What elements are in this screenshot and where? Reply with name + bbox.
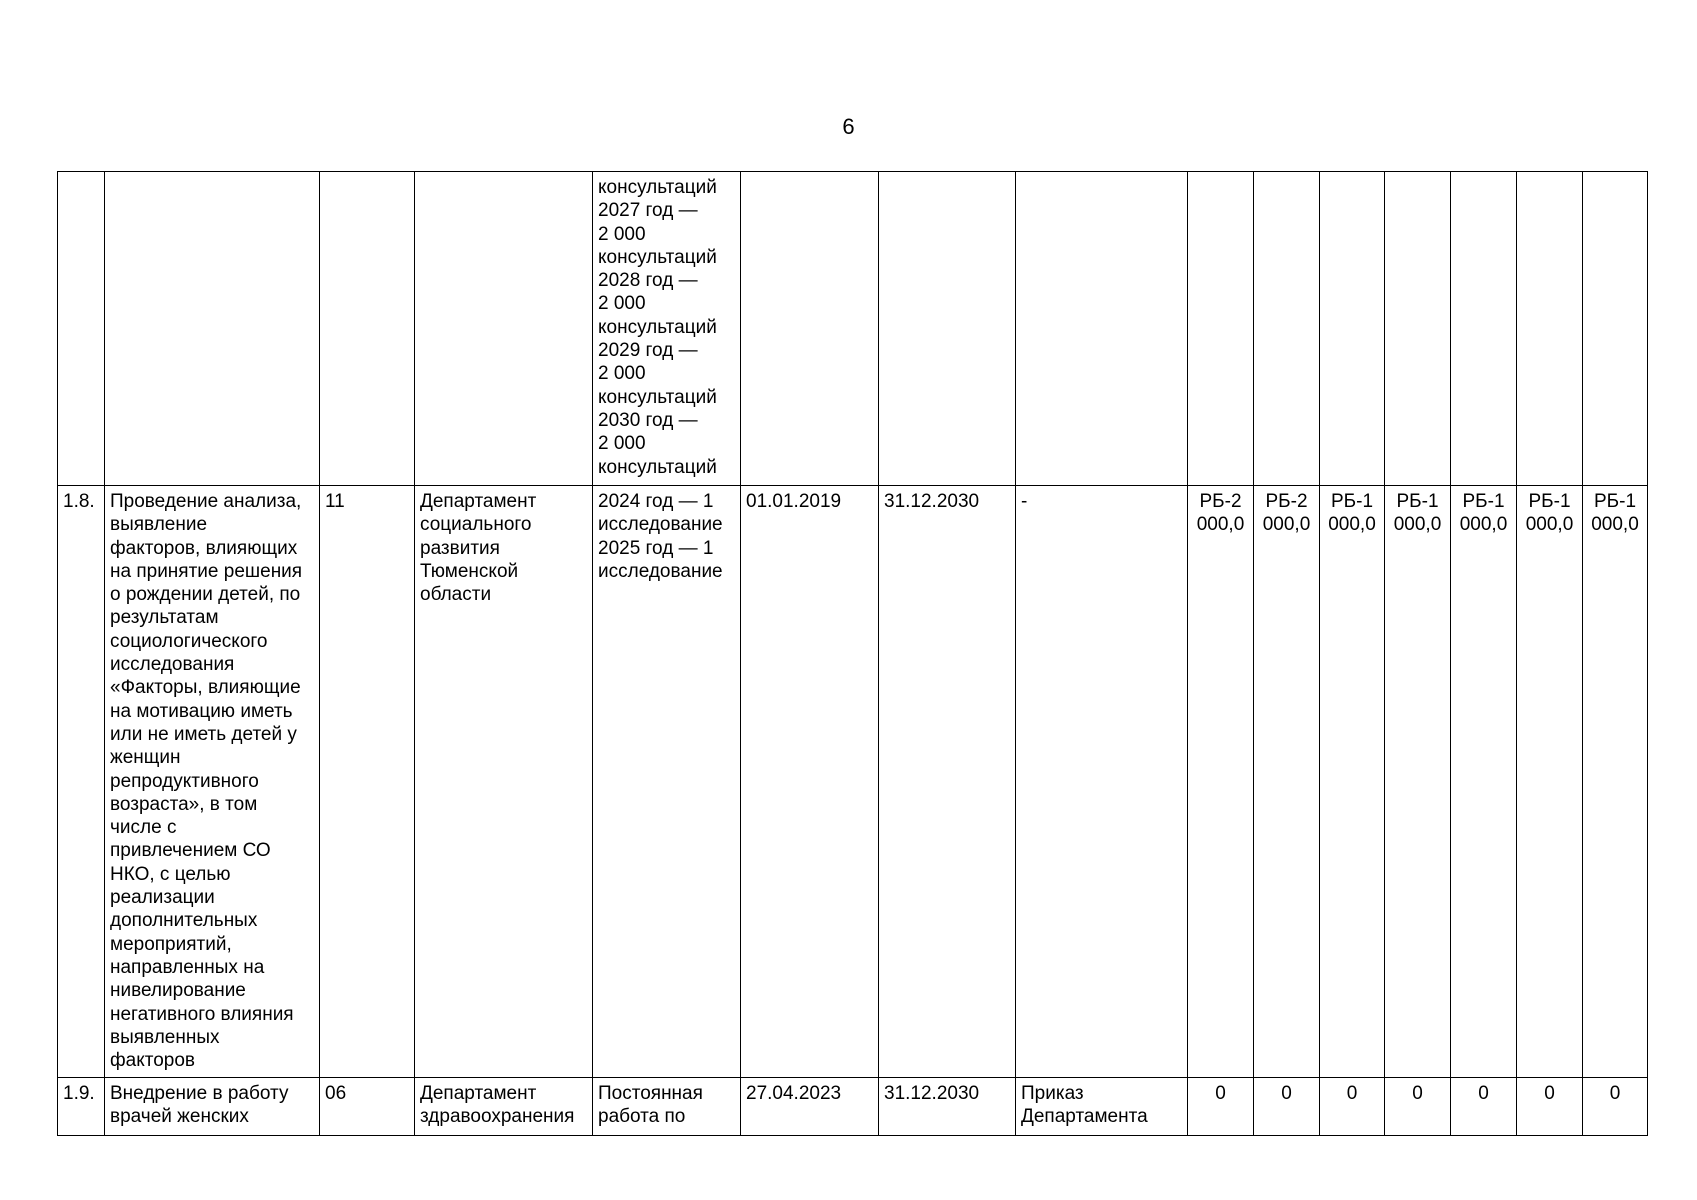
cell-executor [415, 172, 593, 486]
cell-end-date: 31.12.2030 [879, 486, 1016, 1078]
cell-measure-name [105, 172, 320, 486]
cell-measure-name-line: исследования [110, 654, 235, 676]
cell-funding-2 [1254, 486, 1320, 1078]
cell-measure-name-line: направленных на [110, 956, 265, 978]
cell-funding-3 [1320, 172, 1385, 486]
cell-funding-4 [1385, 172, 1451, 486]
cell-measure-name-line: реализации [110, 887, 215, 909]
cell-measure-name-line: на мотивацию иметь [110, 700, 293, 722]
cell-indicator-line: 2027 год — [598, 200, 698, 222]
cell-measure-name-line: мероприятий, [110, 933, 232, 955]
cell-funding-4 [1385, 486, 1451, 1078]
cell-indicator-line: 2024 год — 1 [598, 491, 714, 512]
cell-measure-name [105, 1078, 320, 1136]
cell-funding-1-line: 000,0 [1196, 514, 1245, 536]
cell-measure-name-line: «Факторы, влияющие [110, 677, 301, 699]
cell-funding-1 [1188, 486, 1254, 1078]
cell-funding-3 [1320, 486, 1385, 1078]
cell-indicator [593, 172, 741, 486]
cell-executor-line: социального [420, 514, 532, 536]
cell-measure-name-line: числе с [110, 817, 177, 839]
cell-indicator [593, 1078, 741, 1136]
cell-funding-6 [1517, 172, 1583, 486]
cell-funding-2 [1254, 172, 1320, 486]
cell-number [58, 172, 105, 486]
cell-measure-name-line: о рождении детей, по [110, 584, 301, 606]
cell-measure-name-line: дополнительных [110, 910, 258, 932]
cell-document [1016, 1078, 1188, 1136]
cell-measure-name-line: возраста», в том [110, 793, 258, 815]
cell-measure-name-line: репродуктивного [110, 770, 259, 792]
cell-funding-4-line: 0 [1412, 1083, 1423, 1104]
cell-measure-name-line: факторов [110, 1050, 196, 1072]
page-number: 6 [842, 114, 855, 139]
cell-funding-3 [1320, 1078, 1385, 1136]
cell-funding-2-line: 0 [1281, 1083, 1292, 1104]
table-row [58, 486, 1648, 1078]
cell-indicator-line: консультаций [598, 386, 717, 408]
cell-funding-7 [1583, 1078, 1648, 1136]
cell-document-line: Приказ [1021, 1083, 1084, 1104]
cell-indicator-line: 2 000 [598, 363, 646, 385]
cell-measure-name-line: НКО, с целью [110, 863, 231, 885]
cell-start-date: 01.01.2019 [741, 486, 879, 1078]
cell-executor [415, 1078, 593, 1136]
cell-funding-7 [1583, 486, 1648, 1078]
cell-code: 06 [320, 1078, 415, 1136]
cell-indicator-line: 2029 год — [598, 340, 698, 362]
cell-indicator-line: 2 000 [598, 433, 646, 455]
cell-funding-3-line: РБ-1 [1330, 491, 1374, 512]
cell-code: 11 [320, 486, 415, 1078]
cell-funding-2-line: 000,0 [1262, 514, 1311, 536]
cell-executor-line: Департамент [420, 1083, 537, 1104]
cell-funding-7 [1583, 172, 1648, 486]
cell-indicator-line: 2 000 [598, 223, 646, 245]
cell-funding-7-line: 0 [1609, 1083, 1621, 1104]
cell-executor-line: Тюменской [420, 560, 519, 582]
cell-funding-1-line: РБ-2 [1199, 491, 1242, 512]
cell-measure-name-line: результатам [110, 607, 219, 629]
cell-document-line: - [1021, 491, 1028, 512]
cell-indicator-line: консультаций [598, 246, 717, 268]
cell-document [1016, 486, 1188, 1078]
cell-funding-4 [1385, 1078, 1451, 1136]
cell-funding-3-line: 0 [1346, 1083, 1358, 1104]
cell-funding-5-line: 0 [1478, 1083, 1489, 1104]
cell-funding-6-line: 0 [1544, 1083, 1555, 1104]
cell-funding-2 [1254, 1078, 1320, 1136]
cell-funding-6 [1517, 486, 1583, 1078]
table-row [58, 1078, 1648, 1136]
measures-table [57, 171, 1648, 1136]
cell-funding-7-line: РБ-1 [1593, 491, 1637, 512]
cell-indicator-line: исследование [598, 560, 723, 582]
cell-measure-name-line: социологического [110, 630, 268, 652]
cell-funding-6-line: РБ-1 [1528, 491, 1571, 512]
cell-measure-name-line: врачей женских [110, 1106, 249, 1128]
cell-code [320, 172, 415, 486]
cell-number: 1.8. [58, 486, 105, 1078]
cell-indicator-line: 2025 год — 1 [598, 537, 714, 559]
cell-executor-line: здравоохранения [420, 1106, 575, 1128]
cell-measure-name-line: Внедрение в работу [110, 1083, 289, 1104]
cell-indicator-line: 2 000 [598, 293, 646, 315]
cell-indicator-line: консультаций [598, 177, 717, 198]
cell-measure-name-line: Проведение анализа, [110, 491, 302, 512]
cell-funding-5 [1451, 172, 1517, 486]
cell-end-date: 31.12.2030 [879, 1078, 1016, 1136]
cell-measure-name-line: выявление [110, 514, 208, 536]
cell-document [1016, 172, 1188, 486]
cell-start-date: 27.04.2023 [741, 1078, 879, 1136]
cell-indicator-line: 2028 год — [598, 270, 698, 292]
cell-measure-name [105, 486, 320, 1078]
cell-measure-name-line: или не иметь детей у [110, 723, 297, 745]
cell-start-date [741, 172, 879, 486]
cell-funding-1 [1188, 1078, 1254, 1136]
cell-funding-1 [1188, 172, 1254, 486]
cell-indicator-line: Постоянная [598, 1083, 703, 1104]
cell-measure-name-line: негативного влияния [110, 1003, 294, 1025]
cell-measure-name-line: выявленных [110, 1026, 220, 1048]
cell-measure-name-line: привлечением СО [110, 840, 271, 862]
cell-funding-2-line: РБ-2 [1265, 491, 1308, 512]
cell-measure-name-line: женщин [110, 747, 181, 769]
cell-indicator-line: консультаций [598, 456, 717, 478]
cell-document-line: Департамента [1021, 1106, 1148, 1128]
cell-indicator-line: 2030 год — [598, 409, 698, 431]
cell-number: 1.9. [58, 1078, 105, 1136]
cell-funding-6 [1517, 1078, 1583, 1136]
cell-funding-5 [1451, 486, 1517, 1078]
cell-end-date [879, 172, 1016, 486]
cell-funding-1-line: 0 [1215, 1083, 1226, 1104]
table-row [58, 172, 1648, 486]
cell-indicator-line: консультаций [598, 316, 717, 338]
cell-executor-line: развития [420, 537, 500, 559]
cell-funding-5-line: РБ-1 [1462, 491, 1505, 512]
cell-funding-5-line: 000,0 [1459, 514, 1508, 536]
cell-funding-4-line: РБ-1 [1396, 491, 1439, 512]
cell-indicator-line: исследование [598, 514, 723, 536]
cell-funding-7-line: 000,0 [1591, 514, 1639, 536]
cell-measure-name-line: нивелирование [110, 980, 246, 1002]
cell-indicator [593, 486, 741, 1078]
cell-funding-4-line: 000,0 [1393, 514, 1442, 536]
cell-indicator-line: работа по [598, 1106, 686, 1128]
cell-measure-name-line: на принятие решения [110, 560, 303, 582]
cell-executor-line: Департамент [420, 491, 537, 512]
cell-funding-3-line: 000,0 [1328, 514, 1376, 536]
cell-executor [415, 486, 593, 1078]
cell-funding-6-line: 000,0 [1525, 514, 1574, 536]
cell-measure-name-line: факторов, влияющих [110, 537, 298, 559]
cell-executor-line: области [420, 584, 492, 606]
cell-funding-5 [1451, 1078, 1517, 1136]
